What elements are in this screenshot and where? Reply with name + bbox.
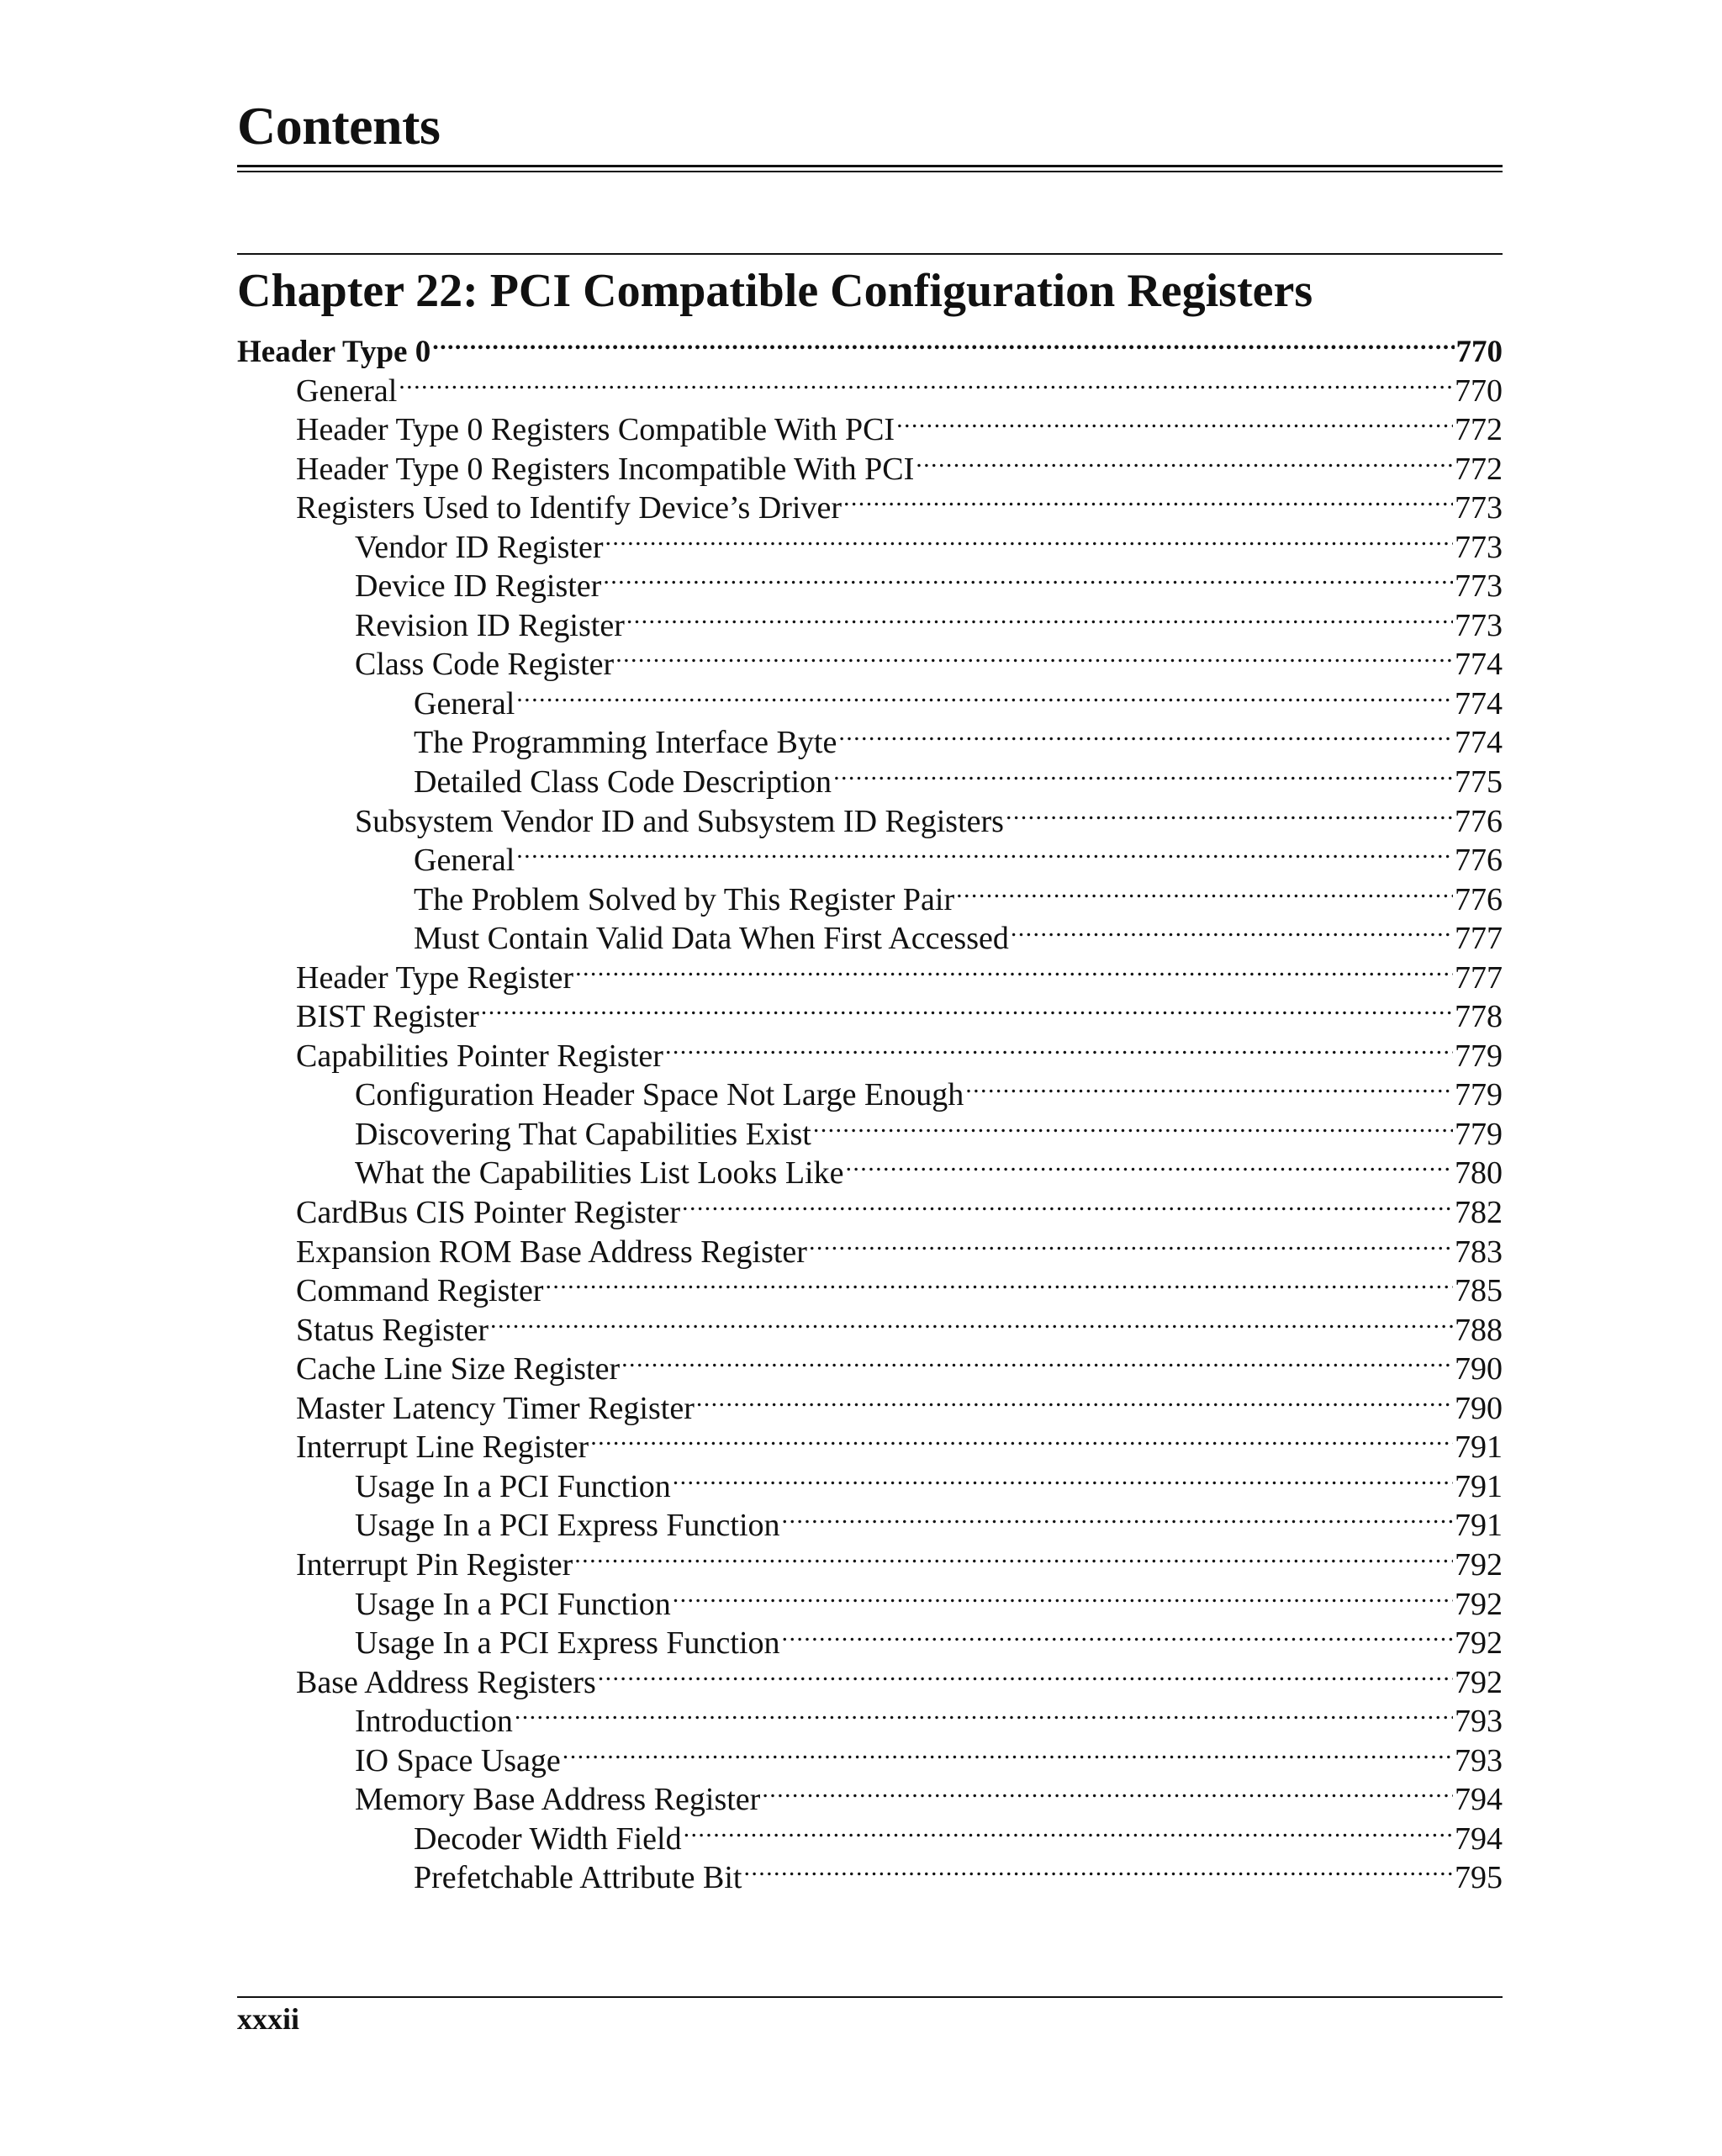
toc-entry-page: 790: [1455, 1390, 1503, 1426]
toc-entry-page: 772: [1455, 451, 1503, 487]
toc-entry-title: IO Space Usage: [355, 1742, 561, 1778]
dot-leader: [956, 871, 1453, 910]
dot-leader: [1011, 910, 1453, 949]
toc-entry-title: Base Address Registers: [296, 1664, 596, 1700]
toc-entry-title: Configuration Header Space Not Large Enough: [355, 1077, 964, 1113]
dot-leader: [1006, 793, 1453, 832]
toc-entry-page: 793: [1455, 1742, 1503, 1778]
toc-entry-title: Usage In a PCI Express Function: [355, 1508, 780, 1544]
toc-entry-page: 776: [1455, 803, 1503, 839]
chapter-rule: [237, 253, 1503, 255]
toc-entry-title: Command Register: [296, 1273, 544, 1309]
toc-entry-page: 773: [1455, 568, 1503, 605]
toc-entry-title: Discovering That Capabilities Exist: [355, 1116, 811, 1152]
footer-rule: [237, 1996, 1503, 1998]
dot-leader: [673, 1576, 1453, 1614]
toc-entry-page: 775: [1455, 764, 1503, 801]
toc-entry-title: Header Type 0 Registers Compatible With PCI: [296, 412, 895, 448]
dot-leader: [833, 753, 1453, 792]
toc-entry-page: 792: [1455, 1664, 1503, 1700]
toc-entry-page: 792: [1455, 1546, 1503, 1583]
toc-entry-title: The Problem Solved by This Register Pair: [414, 881, 955, 917]
dot-leader: [545, 1262, 1453, 1301]
page-title: Contents: [237, 96, 441, 156]
toc-entry-page: 788: [1455, 1312, 1503, 1348]
toc-entry-page: 792: [1455, 1586, 1503, 1622]
toc-entry-page: 774: [1455, 647, 1503, 683]
toc-entry-page: 782: [1455, 1195, 1503, 1231]
toc-entry-page: 778: [1455, 999, 1503, 1035]
toc-entry-page: 773: [1455, 490, 1503, 526]
chapter-title: Chapter 22: PCI Compatible Configuration Registers: [237, 265, 1313, 317]
toc-entry-page: 790: [1455, 1351, 1503, 1387]
toc-entry-title: Revision ID Register: [355, 607, 625, 643]
dot-leader: [621, 1340, 1453, 1379]
toc-entry-title: Expansion ROM Base Address Register: [296, 1234, 807, 1270]
toc-entry-title: Decoder Width Field: [414, 1820, 682, 1857]
toc-entry-page: 795: [1455, 1860, 1503, 1896]
toc-entry-page: 773: [1455, 607, 1503, 643]
toc-entry-title: Capabilities Pointer Register: [296, 1038, 663, 1074]
toc-entry-title: CardBus CIS Pointer Register: [296, 1195, 681, 1231]
toc-entry-page: 777: [1455, 959, 1503, 996]
toc-entry-title: General: [414, 685, 515, 721]
dot-leader: [843, 479, 1453, 518]
dot-leader: [846, 1144, 1454, 1183]
toc-entry-page: 783: [1455, 1234, 1503, 1270]
toc-entry-title: Prefetchable Attribute Bit: [414, 1860, 742, 1896]
dot-leader: [515, 1693, 1453, 1731]
toc-entry-page: 779: [1455, 1038, 1503, 1074]
toc-entry[interactable]: [237, 401, 1503, 448]
toc-entry-title: Header Type 0: [237, 335, 431, 369]
dot-leader: [782, 1614, 1453, 1653]
toc-entry-page: 791: [1455, 1508, 1503, 1544]
toc-entry-page: 777: [1455, 921, 1503, 957]
dot-leader: [838, 714, 1453, 753]
dot-leader: [696, 1380, 1453, 1419]
toc-entry-title: The Programming Interface Byte: [414, 725, 837, 761]
toc-entry-title: Header Type 0 Registers Incompatible With PCI: [296, 451, 915, 487]
dot-leader: [896, 401, 1453, 440]
toc-entry-title: Interrupt Line Register: [296, 1429, 589, 1466]
toc-entry-page: 770: [1455, 373, 1503, 409]
dot-leader: [684, 1810, 1453, 1849]
toc-entry-page: 770: [1455, 335, 1503, 369]
toc-entry-title: Detailed Class Code Description: [414, 764, 832, 801]
toc-entry-title: Memory Base Address Register: [355, 1782, 761, 1818]
dot-leader: [762, 1771, 1453, 1810]
dot-leader: [490, 1302, 1453, 1340]
toc-entry-title: Master Latency Timer Register: [296, 1390, 695, 1426]
toc-entry-title: Class Code Register: [355, 647, 615, 683]
dot-leader: [626, 597, 1453, 636]
dot-leader: [673, 1458, 1453, 1497]
dot-leader: [809, 1223, 1453, 1262]
dot-leader: [399, 362, 1453, 401]
toc-entry-title: BIST Register: [296, 999, 479, 1035]
dot-leader: [598, 1654, 1453, 1693]
toc-entry-title: Usage In a PCI Function: [355, 1468, 671, 1504]
book-page: [237, 0, 1503, 2156]
toc-entry-page: 791: [1455, 1429, 1503, 1466]
toc-entry-page: 780: [1455, 1155, 1503, 1192]
toc-entry-page: 776: [1455, 881, 1503, 917]
toc-entry-page: 773: [1455, 529, 1503, 565]
toc-entry-page: 774: [1455, 725, 1503, 761]
footer-page-number: xxxii: [237, 2002, 300, 2036]
toc-entry-page: 793: [1455, 1704, 1503, 1740]
toc-entry-page: 792: [1455, 1625, 1503, 1662]
dot-leader: [965, 1066, 1453, 1105]
toc-entry-title: Device ID Register: [355, 568, 602, 605]
dot-leader: [682, 1184, 1453, 1223]
dot-leader: [590, 1419, 1453, 1457]
toc-entry-title: Usage In a PCI Function: [355, 1586, 671, 1622]
toc-entry-title: Usage In a PCI Express Function: [355, 1625, 780, 1662]
toc-entry-title: Status Register: [296, 1312, 489, 1348]
dot-leader: [481, 988, 1453, 1027]
toc-entry-page: 774: [1455, 685, 1503, 721]
toc-entry-page: 785: [1455, 1273, 1503, 1309]
toc-entry-title: Vendor ID Register: [355, 529, 604, 565]
toc-entry-title: Must Contain Valid Data When First Accessed: [414, 921, 1009, 957]
dot-leader: [916, 441, 1453, 479]
table-of-contents: [237, 323, 1503, 1896]
dot-leader: [813, 1106, 1453, 1144]
toc-entry-title: General: [414, 843, 515, 879]
dot-leader: [575, 949, 1453, 988]
toc-entry[interactable]: [237, 362, 1503, 409]
toc-entry[interactable]: [237, 323, 1503, 369]
toc-entry-title: Cache Line Size Register: [296, 1351, 621, 1387]
toc-entry-title: Registers Used to Identify Device’s Driver: [296, 490, 842, 526]
toc-entry-page: 779: [1455, 1116, 1503, 1152]
toc-entry-page: 772: [1455, 412, 1503, 448]
dot-leader: [574, 1536, 1453, 1575]
dot-leader: [516, 675, 1453, 714]
toc-entry-page: 794: [1455, 1782, 1503, 1818]
dot-leader: [665, 1028, 1453, 1066]
toc-entry-page: 791: [1455, 1468, 1503, 1504]
dot-leader: [432, 323, 1454, 362]
dot-leader: [782, 1497, 1453, 1535]
toc-entry-page: 779: [1455, 1077, 1503, 1113]
toc-entry-page: 794: [1455, 1820, 1503, 1857]
toc-entry-title: General: [296, 373, 398, 409]
dot-leader: [563, 1732, 1453, 1771]
dot-leader: [603, 557, 1453, 596]
dot-leader: [615, 636, 1453, 674]
toc-entry-title: What the Capabilities List Looks Like: [355, 1155, 844, 1192]
toc-entry-title: Subsystem Vendor ID and Subsystem ID Registers: [355, 803, 1004, 839]
header-rule-thick: [237, 165, 1503, 167]
toc-entry-title: Header Type Register: [296, 959, 574, 996]
toc-entry-page: 776: [1455, 843, 1503, 879]
toc-entry-title: Introduction: [355, 1704, 513, 1740]
dot-leader: [605, 519, 1453, 557]
toc-entry-title: Interrupt Pin Register: [296, 1546, 573, 1583]
header-rule-thin: [237, 171, 1503, 172]
dot-leader: [516, 832, 1453, 870]
dot-leader: [743, 1849, 1453, 1888]
